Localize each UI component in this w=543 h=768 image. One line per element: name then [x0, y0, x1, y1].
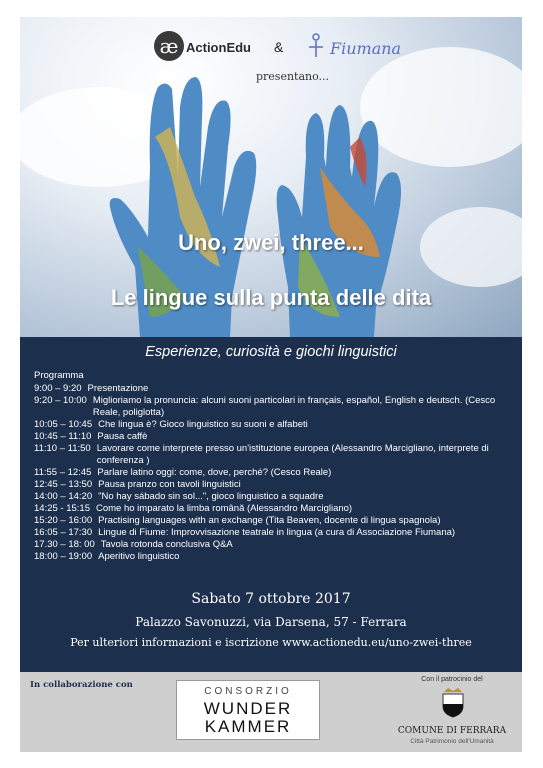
- footer: [20, 672, 522, 752]
- wunderkammer-logo: [176, 680, 320, 740]
- schedule-row: [34, 491, 514, 503]
- programma-label: Programma: [34, 370, 84, 381]
- schedule-time: 16:05 – 17:30: [34, 527, 93, 538]
- schedule-description: Presentazione: [87, 383, 149, 394]
- schedule-row: [34, 467, 514, 479]
- schedule-description: Aperitivo linguistico: [98, 551, 180, 562]
- schedule-description: Miglioriamo la pronuncia: alcuni suoni particolari in français, español, English e deutsch. (Cesco Reale, poliglotta): [92, 395, 496, 418]
- schedule-description: Pausa pranzo con tavoli linguistici: [98, 479, 241, 490]
- schedule-row: [34, 527, 514, 539]
- hero-title-line1: Uno, zwei, three...: [178, 230, 364, 255]
- hero-image: [20, 17, 522, 337]
- wk-line1: CONSORZIO: [204, 686, 292, 697]
- event-date: Sabato 7 ottobre 2017: [191, 591, 351, 607]
- schedule-row: [34, 551, 514, 563]
- schedule-time: 11:10 – 11:50: [34, 443, 91, 454]
- schedule-description: Pausa caffè: [97, 431, 148, 442]
- presentano-text: presentano...: [256, 70, 330, 83]
- schedule-time: 17.30 – 18: 00: [34, 539, 95, 550]
- schedule-list: [34, 383, 514, 563]
- schedule-time: 11:55 – 12:45: [34, 467, 92, 478]
- schedule-time: 10:05 – 10:45: [34, 419, 93, 430]
- wk-line3: KAMMER: [204, 717, 292, 736]
- actionedu-logo-text: ActionEdu: [186, 40, 251, 55]
- schedule-row: [34, 383, 514, 395]
- subtitle: Esperienze, curiosità e giochi linguistici: [145, 344, 397, 360]
- collaboration-label: In collaborazione con: [30, 680, 133, 690]
- event-place: Palazzo Savonuzzi, via Darsena, 57 - Ferrara: [135, 615, 407, 629]
- schedule-time: 9:00 – 9:20: [34, 383, 82, 394]
- schedule-time: 15:20 – 16:00: [34, 515, 93, 526]
- program-panel: [20, 337, 522, 672]
- ferrara-crest-icon: [440, 686, 466, 718]
- schedule-time: 9:20 – 10:00: [34, 395, 87, 406]
- patrocinio-label: Con il patrocinio del: [421, 676, 483, 683]
- schedule-description: Lavorare come interprete presso un'istituzione europea (Alessandro Marcigliano, interprete di conferenza ): [96, 443, 489, 466]
- ampersand: &: [274, 39, 284, 55]
- schedule-row: [34, 395, 514, 419]
- schedule-row: [34, 419, 514, 431]
- schedule-description: Come ho imparato la limba română (Alessandro Marcigliano): [96, 503, 353, 514]
- schedule-time: 14:25 - 15:15: [34, 503, 90, 514]
- schedule-description: "No hay sábado sin sol...", gioco linguistico a squadre: [98, 491, 324, 502]
- schedule-row: [34, 443, 514, 467]
- fiumana-logo-icon: [304, 33, 328, 59]
- logo-row: [20, 27, 522, 63]
- schedule-description: Tavola rotonda conclusiva Q&A: [100, 539, 233, 550]
- schedule-time: 10:45 – 11:10: [34, 431, 92, 442]
- schedule-row: [34, 479, 514, 491]
- schedule-row: [34, 431, 514, 443]
- schedule-description: Lingue di Fiume: Improvvisazione teatrale in lingua (a cura di Associazione Fiumana): [98, 527, 456, 538]
- schedule-time: 14:00 – 14:20: [34, 491, 93, 502]
- schedule-description: Practising languages with an exchange (Tita Beaven, docente di lingua spagnola): [98, 515, 441, 526]
- schedule-row: [34, 539, 514, 551]
- hero-title-line2: Le lingue sulla punta delle dita: [110, 285, 432, 310]
- event-info: Per ulteriori informazioni e iscrizione www.actionedu.eu/uno-zwei-three: [70, 636, 472, 649]
- schedule-row: [34, 503, 514, 515]
- wk-line2: WUNDER: [203, 699, 293, 718]
- schedule-description: Parlare latino oggi: come, dove, perché? (Cesco Reale): [97, 467, 332, 478]
- schedule-description: Che lingua è? Gioco linguistico su suoni e alfabeti: [98, 419, 308, 430]
- schedule-time: 12:45 – 13:50: [34, 479, 93, 490]
- comune-label: COMUNE DI FERRARA: [397, 726, 507, 736]
- comune-subtitle: Città Patrimonio dell'Umanità: [410, 738, 494, 745]
- actionedu-logo-mark: æ: [154, 31, 184, 61]
- fiumana-logo-text: Fiumana: [330, 39, 402, 58]
- schedule-row: [34, 515, 514, 527]
- schedule-time: 18:00 – 19:00: [34, 551, 93, 562]
